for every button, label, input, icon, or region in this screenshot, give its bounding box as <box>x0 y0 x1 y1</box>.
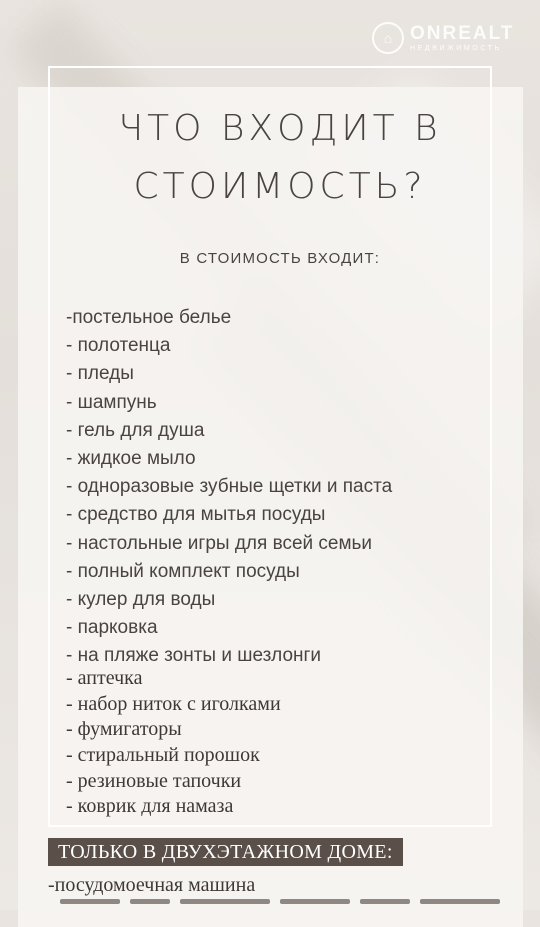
list-item: - коврик для намаза <box>66 795 234 818</box>
house-icon: ⌂ <box>372 22 404 54</box>
list-item: - набор ниток с иголками <box>66 692 281 715</box>
onrealt-logo <box>372 18 514 58</box>
page-title <box>40 100 520 216</box>
house-only-list <box>48 872 255 898</box>
logo-tagline: НЕДВИЖИМОСТЬ <box>410 45 502 52</box>
list-item: - настольные игры для всей семьи <box>66 532 373 554</box>
title-line-2: СТОИМОСТЬ? <box>133 166 427 207</box>
list-item: - стиральный порошок <box>66 744 260 767</box>
list-item: - резиновые тапочки <box>66 769 242 792</box>
list-item: - одноразовые зубные щетки и паста <box>66 476 393 498</box>
list-item: - на пляже зонты и шезлонги <box>66 645 322 667</box>
list-item: - парковка <box>66 617 158 639</box>
title-line-1: ЧТО ВХОДИТ В <box>118 108 442 149</box>
included-list <box>66 304 392 670</box>
list-item: - жидкое мыло <box>66 447 196 469</box>
list-item: -посудомоечная машина <box>48 874 256 896</box>
list-item: - полотенца <box>66 335 171 357</box>
list-item: - средство для мытья посуды <box>66 504 326 526</box>
logo-name: ONREALT <box>410 23 515 44</box>
subtitle: В СТОИМОСТЬ ВХОДИТ: <box>179 250 381 267</box>
list-item: - гель для душа <box>66 419 205 441</box>
included-extra-list <box>66 666 281 820</box>
list-item: - кулер для воды <box>66 588 216 610</box>
list-item: - фумигаторы <box>66 718 182 741</box>
list-item: - полный комплект посуды <box>66 560 300 582</box>
list-item: -постельное белье <box>66 307 232 328</box>
cropped-text-line <box>60 899 500 905</box>
list-item: - шампунь <box>66 391 157 413</box>
house-only-heading: ТОЛЬКО В ДВУХЭТАЖНОМ ДОМЕ: <box>48 838 403 866</box>
list-item: - аптечка <box>66 667 143 689</box>
list-item: - пледы <box>66 363 134 385</box>
